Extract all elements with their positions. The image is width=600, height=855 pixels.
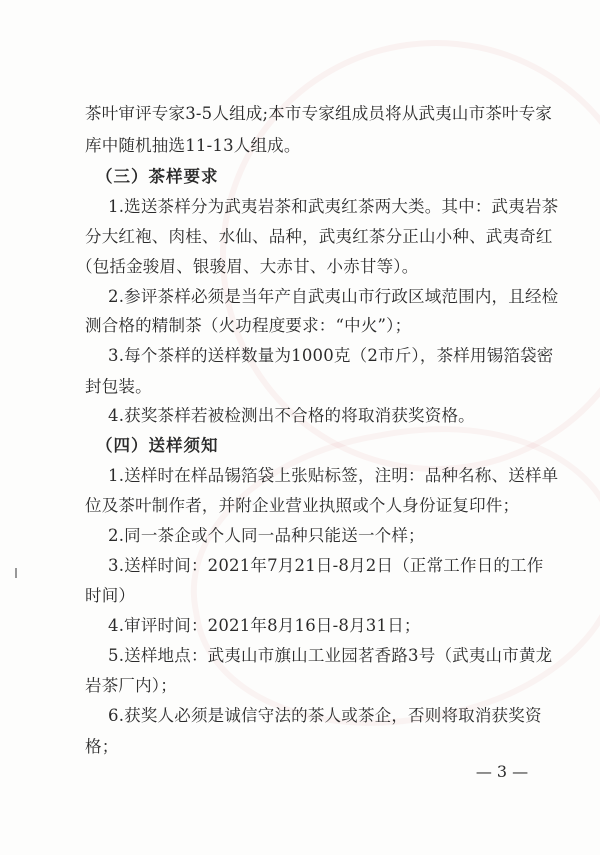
body-line: 1.选送茶样分为武夷岩茶和武夷红茶两大类。其中：武夷岩茶 — [108, 197, 559, 216]
body-line: 茶叶审评专家3-5人组成;本市专家组成员将从武夷山市茶叶专家 — [85, 104, 553, 123]
body-line: 格； — [85, 737, 119, 756]
section-heading-sample-notice: （四）送样须知 — [96, 436, 219, 455]
body-line: 3.送样时间：2021年7月21日-8月2日（正常工作日的工作 — [108, 556, 544, 575]
body-line: 分大红袍、肉桂、水仙、品种，武夷红茶分正山小种、武夷奇红 — [85, 227, 553, 246]
body-line: 位及茶叶制作者，并附企业营业执照或个人身份证复印件； — [85, 496, 520, 515]
body-line: 2.同一茶企或个人同一品种只能送一个样； — [108, 526, 425, 545]
body-line: 封包装。 — [85, 377, 152, 396]
body-line: 库中随机抽选11-13人组成。 — [85, 136, 301, 155]
body-line: 时间） — [85, 586, 136, 605]
body-line: 测合格的精制茶（火功程度要求：“中火”）； — [85, 316, 412, 335]
section-heading-sample-requirements: （三）茶样要求 — [96, 167, 219, 186]
body-line: 岩茶厂内）； — [85, 676, 177, 695]
body-line: 4.审评时间：2021年8月16日-8月31日； — [108, 616, 421, 635]
page-number: — 3 — — [475, 762, 529, 781]
body-line: 1.送样时在样品锡箔袋上张贴标签，注明：品种名称、送样单 — [108, 466, 559, 485]
body-line: （包括金骏眉、银骏眉、大赤甘、小赤甘等）。 — [76, 257, 419, 276]
body-line: 3.每个茶样的送样数量为1000克（2市斤），茶样用锡箔袋密 — [108, 346, 554, 365]
body-line: 5.送样地点：武夷山市旗山工业园茗香路3号（武夷山市黄龙 — [108, 646, 553, 665]
body-line: 2.参评茶样必须是当年产自武夷山市行政区域范围内，且经检 — [108, 287, 559, 306]
body-line: 6.获奖人必须是诚信守法的茶人或茶企，否则将取消获奖资 — [108, 706, 542, 725]
body-line: 4.获奖茶样若被检测出不合格的将取消获奖资格。 — [108, 406, 475, 425]
